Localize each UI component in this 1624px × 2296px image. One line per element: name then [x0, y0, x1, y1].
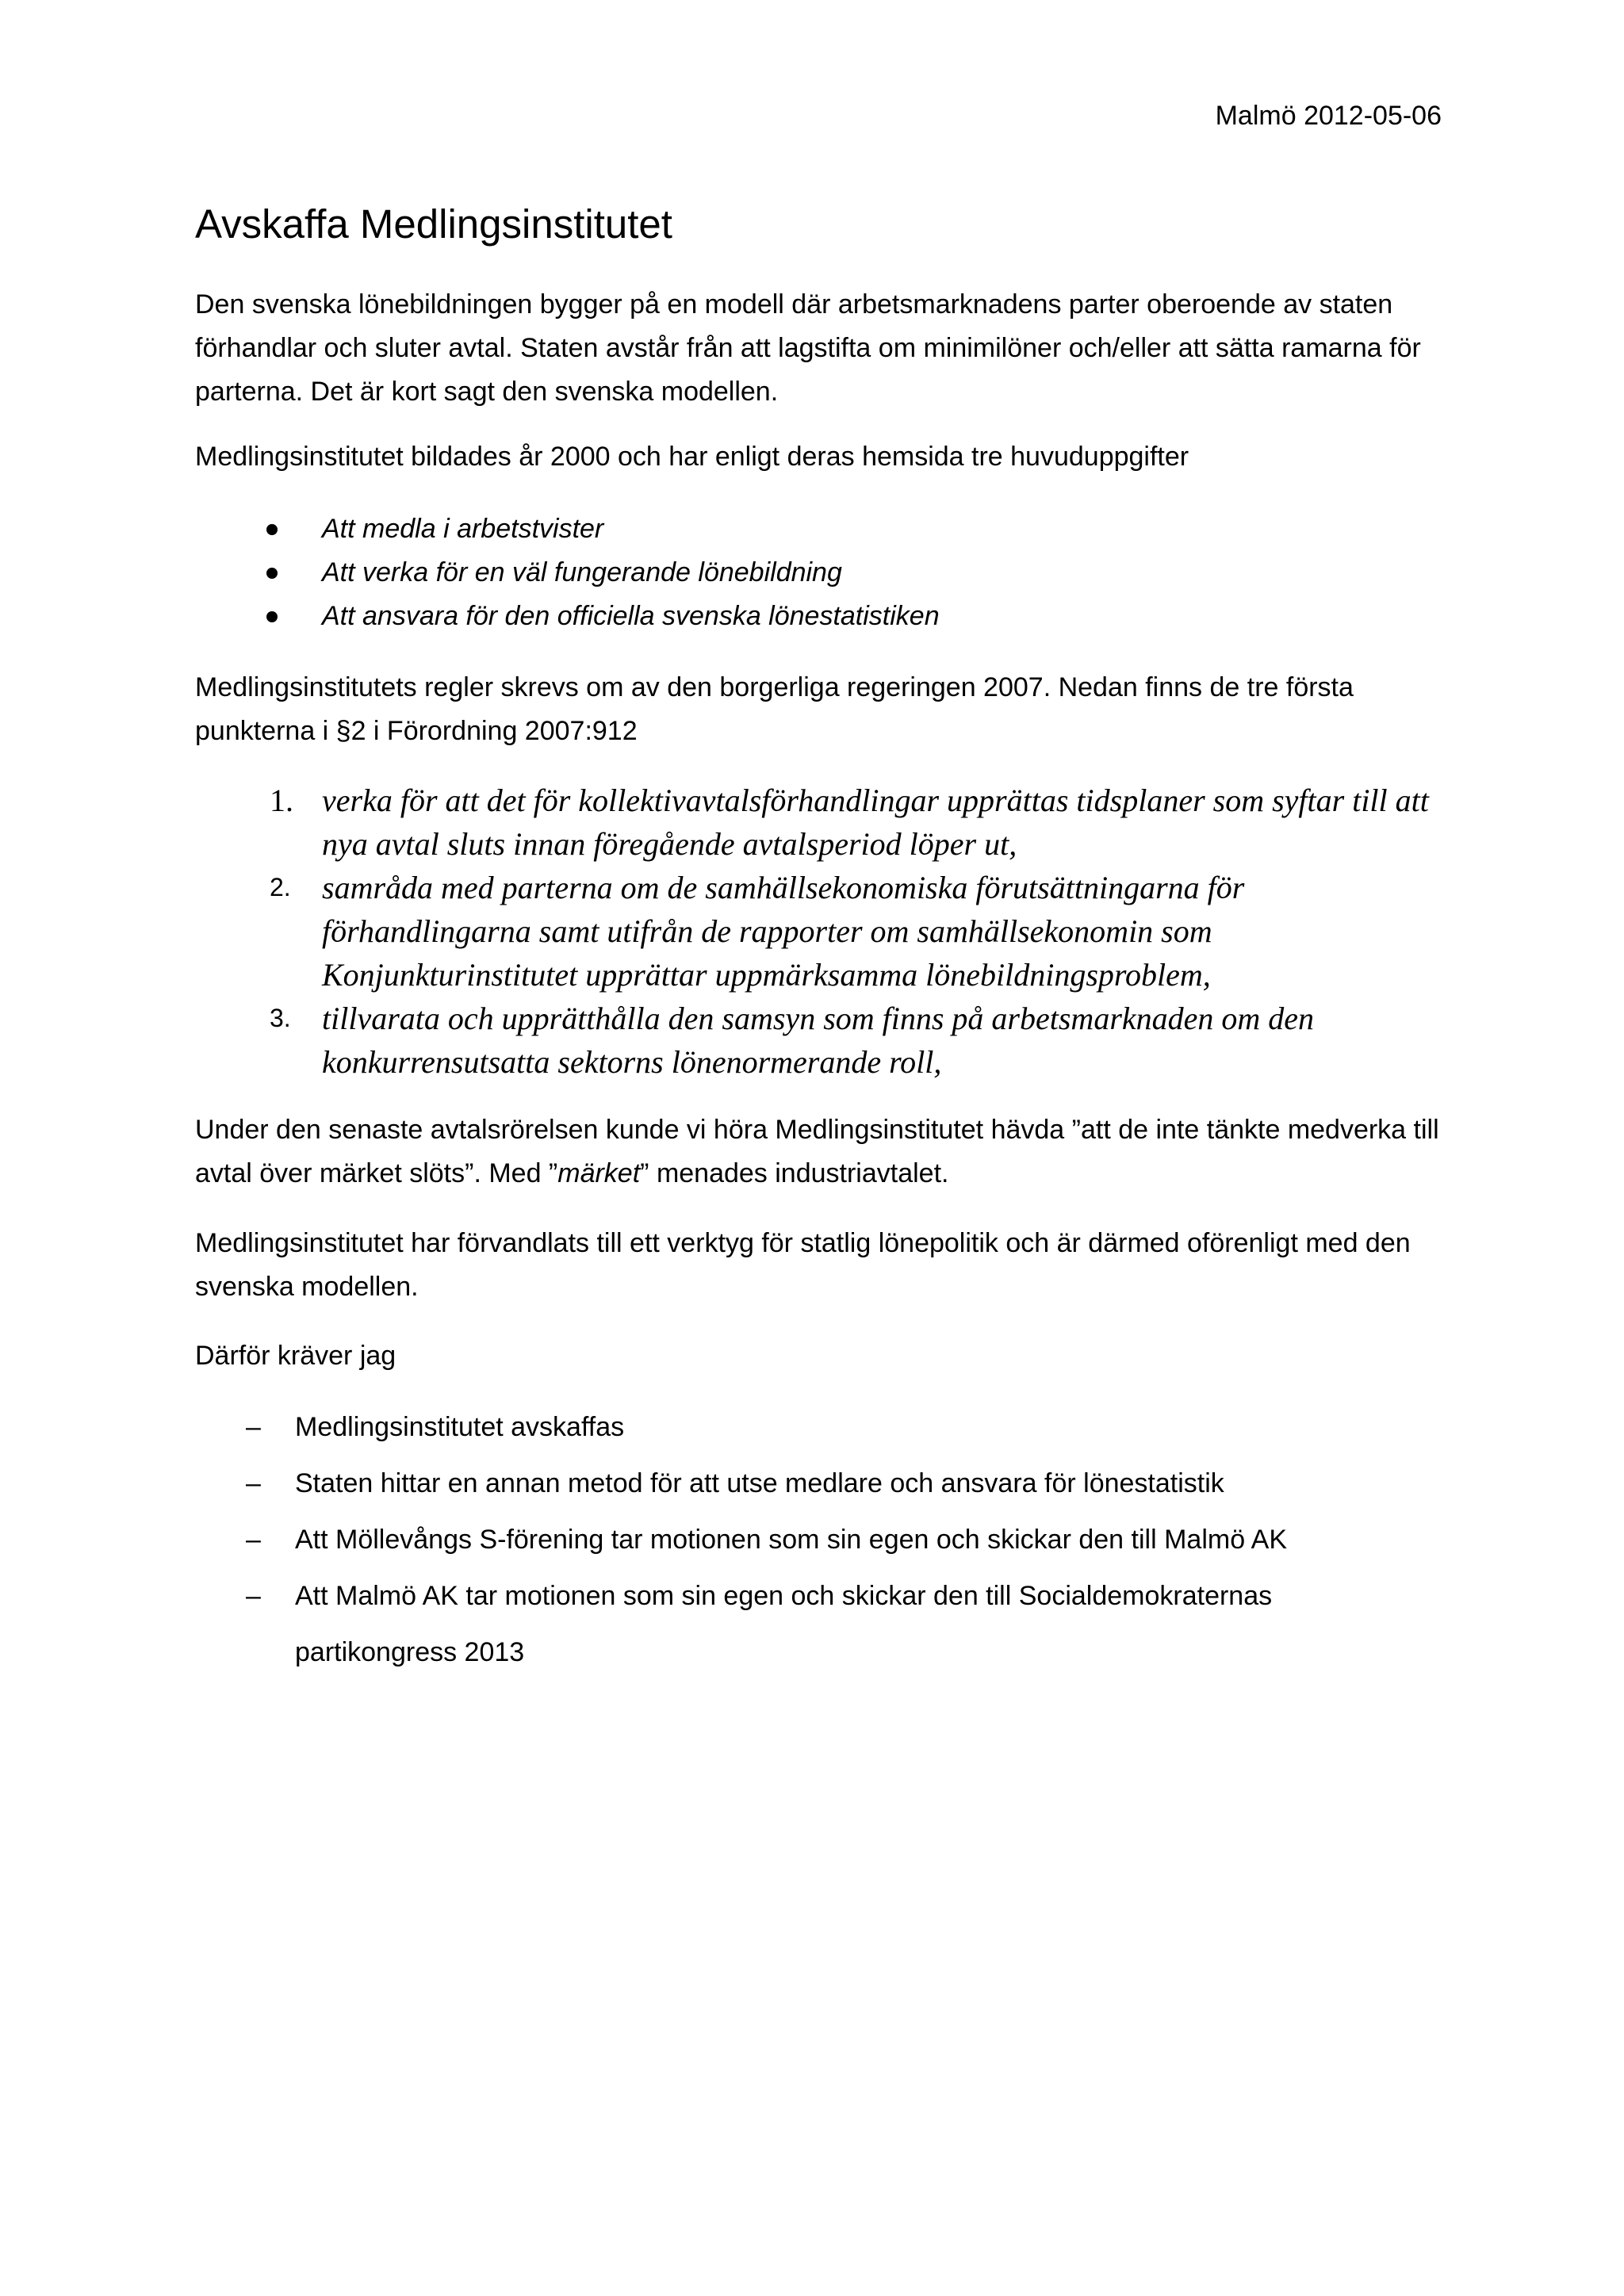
- list-item: [266, 779, 1456, 866]
- bullet-icon: [266, 524, 278, 535]
- list-item: [246, 1568, 1435, 1681]
- tasks-list: [266, 507, 1377, 638]
- list-item: [266, 997, 1456, 1084]
- list-number: 1.: [270, 783, 293, 818]
- task-text: Att medla i arbetstvister: [322, 514, 604, 544]
- negotiation-text-start: Under den senaste avtalsrörelsen kunde vi höra Medlingsinstitutet hävda ”att de inte tänkte medverka till avtal över märket slöts”. Med ”: [195, 1115, 1439, 1188]
- list-item: [246, 1512, 1435, 1568]
- regulation-text: samråda med parterna om de samhällsekonomiska förutsättningarna för förhandlingarna samt utifrån de rapporter om samhällsekonomin som Konjunkturinstitutet upprättar uppmärksamma lönebildningsproblem,: [322, 870, 1245, 993]
- list-number: 3.: [270, 1004, 291, 1032]
- regulation-list: [266, 779, 1456, 1084]
- list-item: [266, 866, 1456, 997]
- dash-icon: –: [246, 1412, 261, 1442]
- regulation-text: verka för att det för kollektivavtalsförhandlingar upprättas tidsplaner som syftar till att nya avtal sluts innan föregående avtalsperiod löper ut,: [322, 783, 1429, 862]
- task-text: Att verka för en väl fungerande lönebildning: [322, 557, 842, 587]
- bullet-icon: [266, 568, 278, 579]
- demand-text: Staten hittar en annan metod för att utse medlare och ansvara för lönestatistik: [295, 1468, 1224, 1498]
- dash-icon: –: [246, 1581, 261, 1611]
- negotiation-text-emphasis: märket: [557, 1158, 641, 1188]
- regulation-text: tillvarata och upprätthålla den samsyn som finns på arbetsmarknaden om den konkurrensutsatta sektorns lönenormerande roll,: [322, 1001, 1315, 1080]
- demand-text: Medlingsinstitutet avskaffas: [295, 1412, 625, 1442]
- list-item: [266, 595, 1377, 638]
- list-item: [246, 1399, 1435, 1456]
- demand-text: Att Malmö AK tar motionen som sin egen och skickar den till Socialdemokraternas partikongress 2013: [295, 1581, 1273, 1667]
- list-item: [246, 1456, 1435, 1512]
- dash-icon: –: [246, 1525, 261, 1555]
- bullet-icon: [266, 611, 278, 622]
- demand-intro: Därför kräver jag: [195, 1341, 396, 1371]
- intro-paragraph: Den svenska lönebildningen bygger på en modell där arbetsmarknadens parter oberoende av staten förhandlar och sluter avtal. Staten avstår från att lagstifta om minimilöner och/eller att sätta ramarna för parterna. Det är kort sagt den svenska modellen.: [195, 289, 1421, 407]
- regulation-paragraph: Medlingsinstitutets regler skrevs om av den borgerliga regeringen 2007. Nedan finns de tre första punkterna i §2 i Förordning 2007:912: [195, 672, 1354, 746]
- founding-paragraph: Medlingsinstitutet bildades år 2000 och har enligt deras hemsida tre huvuduppgifter: [195, 442, 1189, 472]
- task-text: Att ansvara för den officiella svenska lönestatistiken: [322, 601, 940, 631]
- demand-text: Att Möllevångs S-förening tar motionen som sin egen och skickar den till Malmö AK: [295, 1525, 1288, 1555]
- list-item: [266, 507, 1377, 551]
- conclusion-paragraph: Medlingsinstitutet har förvandlats till ett verktyg för statlig lönepolitik och är därmed oförenligt med den svenska modellen.: [195, 1228, 1411, 1302]
- negotiation-text-end: ” menades industriavtalet.: [640, 1158, 949, 1188]
- document-date: Malmö 2012-05-06: [1215, 101, 1442, 131]
- document-title: Avskaffa Medlingsinstitutet: [195, 201, 672, 247]
- list-number: 2.: [270, 873, 291, 901]
- list-item: [266, 551, 1377, 595]
- dash-icon: –: [246, 1468, 261, 1498]
- demands-list: [246, 1399, 1435, 1681]
- negotiation-paragraph: [195, 1108, 1448, 1196]
